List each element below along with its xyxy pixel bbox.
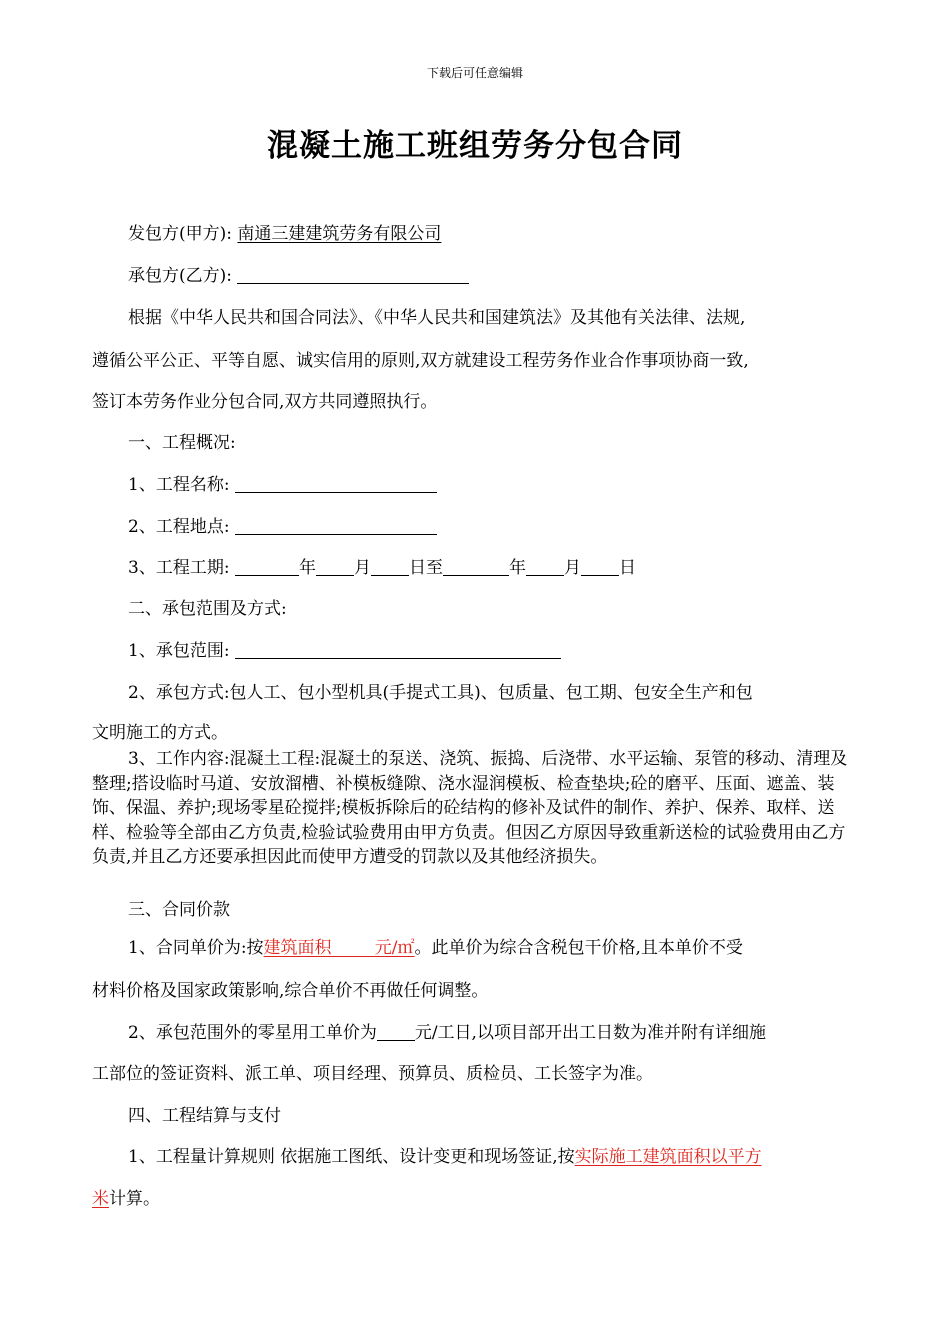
measurement-rule-suffix: 计算。 [109, 1189, 160, 1209]
party-a-label: 发包方(甲方): [128, 224, 232, 244]
party-a-line [128, 222, 862, 246]
extra-labor-prefix: 2、承包范围外的零星用工单价为 [128, 1023, 377, 1043]
year2-text: 年 [508, 558, 526, 578]
end-month-blank [526, 557, 564, 576]
month2-text: 月 [563, 558, 581, 578]
extra-labor-line-2: 工部位的签证资料、派工单、项目经理、预算员、质检员、工长签字为准。 [92, 1064, 653, 1084]
project-location-line [128, 515, 862, 539]
party-b-line [128, 264, 862, 288]
start-year-blank [235, 557, 299, 576]
unit-price-value: 建筑面积 元/㎡ [263, 938, 415, 958]
project-period-label: 3、工程工期: [128, 558, 230, 578]
year-text: 年 [298, 558, 316, 578]
project-name-label: 1、工程名称: [128, 475, 230, 495]
end-year-blank [443, 557, 509, 576]
document-title: 混凝土施工班组劳务分包合同 [267, 128, 683, 164]
start-day-blank [371, 557, 409, 576]
extra-labor-line [128, 1021, 862, 1045]
preamble-line-1: 根据《中华人民共和国合同法》、《中华人民共和国建筑法》及其他有关法律、法规, [128, 308, 746, 328]
day-to-text: 日至 [408, 558, 443, 578]
section-3-heading: 三、合同价款 [128, 900, 230, 920]
measurement-rule-line-2 [92, 1187, 862, 1211]
project-period-line [128, 556, 862, 580]
unit-price-line-2: 材料价格及国家政策影响,综合单价不再做任何调整。 [92, 981, 489, 1001]
preamble-line-3: 签订本劳务作业分包合同,双方共同遵照执行。 [92, 392, 438, 412]
section-4-heading: 四、工程结算与支付 [128, 1106, 281, 1126]
unit-price-prefix: 1、合同单价为:按 [128, 938, 264, 958]
measurement-rule-red-2: 米 [92, 1189, 109, 1209]
start-month-blank [316, 557, 354, 576]
scope-line [128, 639, 862, 663]
extra-labor-blank [377, 1022, 415, 1041]
party-b-blank [237, 265, 469, 284]
unit-price-suffix: 。此单价为综合含税包干价格,且本单价不受 [414, 938, 743, 958]
project-name-blank [235, 474, 437, 493]
month-text: 月 [353, 558, 371, 578]
project-location-blank [235, 516, 437, 535]
end-day-blank [581, 557, 619, 576]
party-b-label: 承包方(乙方): [128, 266, 232, 286]
extra-labor-suffix: 元/工日,以项目部开出工日数为准并附有详细施 [414, 1023, 766, 1043]
work-content-paragraph: 3、工作内容:混凝土工程:混凝土的泵送、浇筑、振捣、后浇带、水平运输、泵管的移动、清理及整理;搭设临时马道、安放溜槽、补模板缝隙、浇水湿润模板、检查垫块;砼的磨平、压面、遮盖、装饰、保温、养护;现场零星砼搅拌;模板拆除后的砼结构的修补及试件的制作、养护、保养、取样、送样、检验等全部由乙方负责,检验试验费用由甲方负责。但因乙方原因导致重新送检的试验费用由乙方负责,并且乙方还要承担因此而使甲方遭受的罚款以及其他经济损失。 [92, 749, 848, 867]
section-1-heading: 一、工程概况: [128, 433, 236, 453]
measurement-rule-red: 实际施工建筑面积以平方 [574, 1147, 762, 1167]
project-name-line [128, 473, 862, 497]
measurement-rule-prefix: 1、工程量计算规则 依据施工图纸、设计变更和现场签证,按 [128, 1147, 575, 1167]
mode-line-2: 文明施工的方式。 [92, 723, 228, 743]
header-note: 下载后可任意编辑 [426, 66, 523, 80]
unit-price-line [128, 936, 862, 960]
mode-line-1: 2、承包方式:包人工、包小型机具(手提式工具)、包质量、包工期、包安全生产和包 [128, 683, 753, 703]
section-2-heading: 二、承包范围及方式: [128, 599, 287, 619]
project-location-label: 2、工程地点: [128, 517, 230, 537]
scope-blank [235, 640, 561, 659]
preamble-line-2: 遵循公平公正、平等自愿、诚实信用的原则,双方就建设工程劳务作业合作事项协商一致, [92, 351, 749, 371]
day2-text: 日 [618, 558, 636, 578]
measurement-rule-line [128, 1145, 862, 1169]
party-a-value: 南通三建建筑劳务有限公司 [237, 224, 442, 244]
scope-label: 1、承包范围: [128, 641, 230, 661]
